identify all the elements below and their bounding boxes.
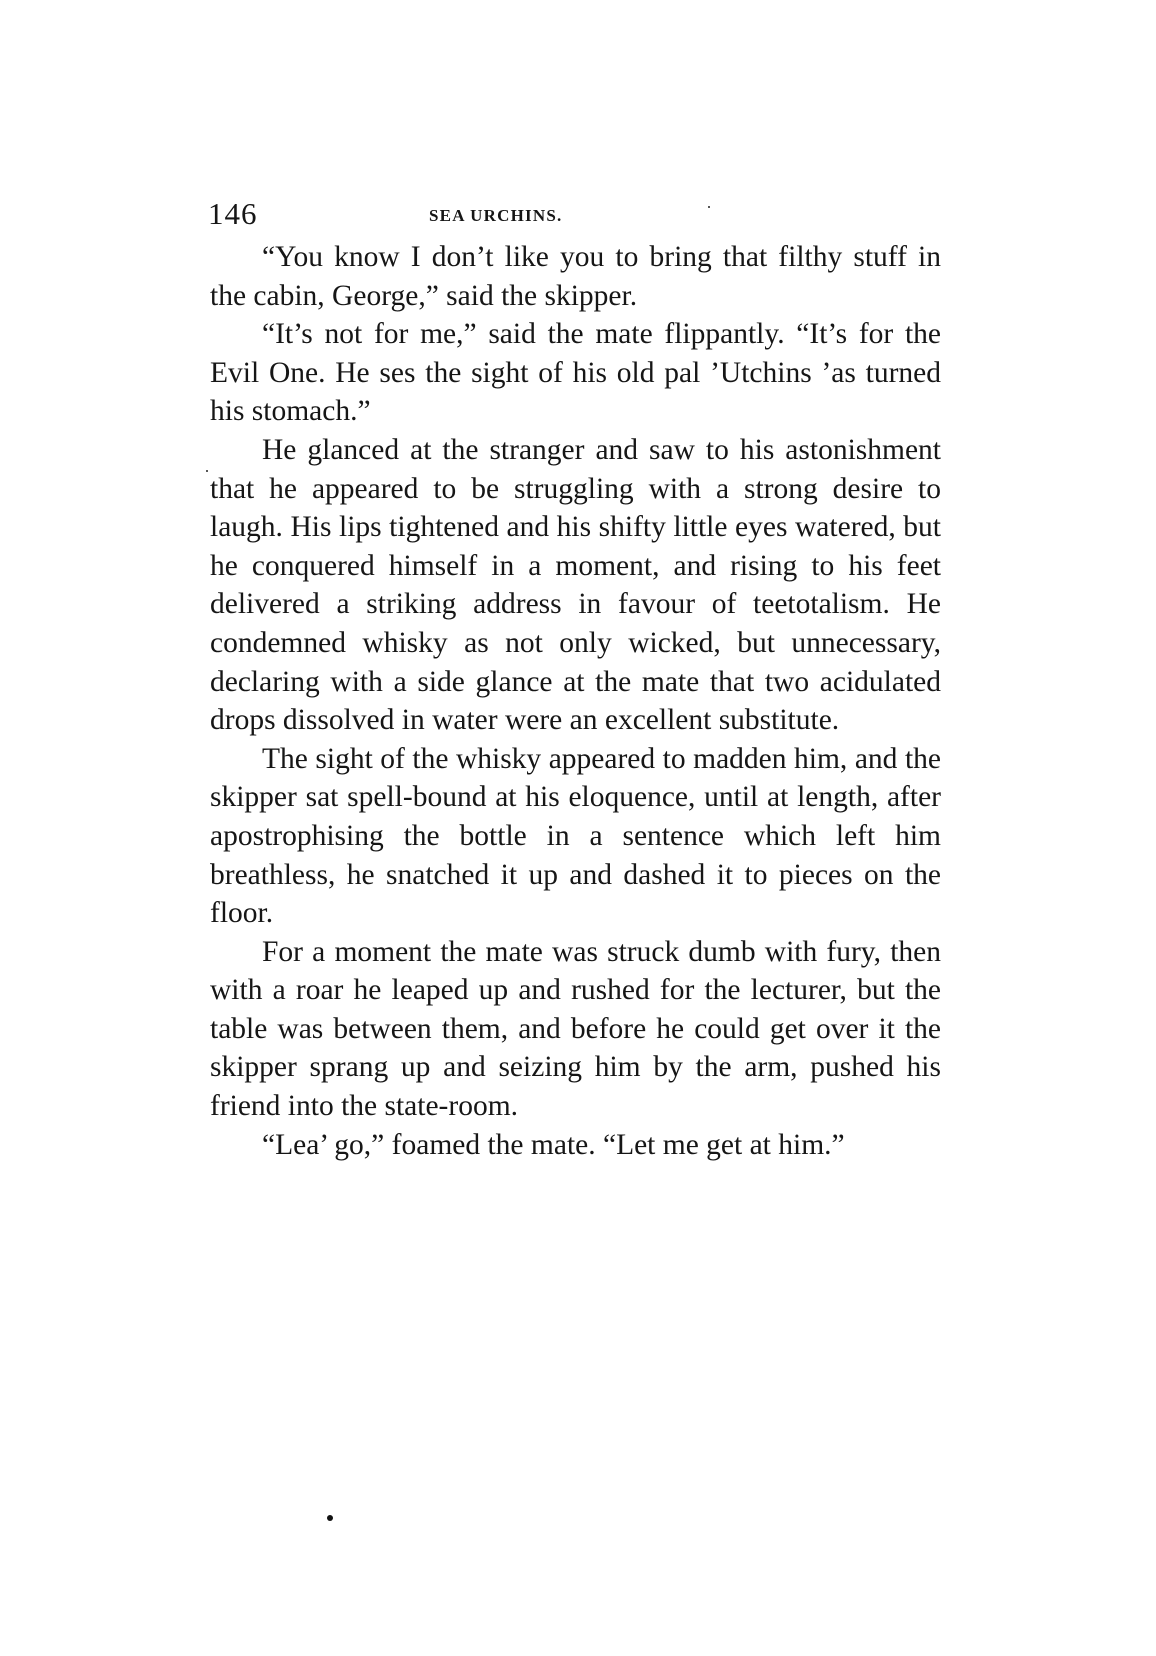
page-header [208,196,938,236]
print-dot [327,1515,333,1521]
print-speck [206,470,208,472]
page-number: 146 [208,196,258,231]
paragraph: He glanced at the stranger and saw to his astonishment that he appeared to be struggling with a strong desire to laugh. His lips tightened and his shifty little eyes watered, but he conquered himself in a moment, and rising to his feet delivered a striking address in favour of teetotalism. He condemned whisky as not only wicked, but unnecessary, declaring with a side glance at the mate that two acidulated drops dissolved in water were an excellent substitute. [210,433,941,737]
body-text [210,238,941,1164]
print-speck [708,206,710,208]
running-head: SEA URCHINS. [429,206,563,225]
paragraph: “It’s not for me,” said the mate flippantly. “It’s for the Evil One. He ses the sight of his old pal ’Utchins ’as turned his stomach.” [210,318,941,428]
paragraph: The sight of the whisky appeared to madden him, and the skipper sat spell-bound at his eloquence, until at length, after apostrophising the bottle in a sentence which left him breathless, he snatched it up and dashed it to pieces on the floor. [210,742,941,930]
paragraph: “You know I don’t like you to bring that filthy stuff in the cabin, George,” said the skipper. [210,241,941,312]
paragraph: “Lea’ go,” foamed the mate. “Let me get at him.” [262,1128,845,1161]
paragraph: For a moment the mate was struck dumb with fury, then with a roar he leaped up and rushed for the lecturer, but the table was between them, and before he could get over it the skipper sprang up and seizing him by the arm, pushed his friend into the state-room. [210,935,941,1123]
